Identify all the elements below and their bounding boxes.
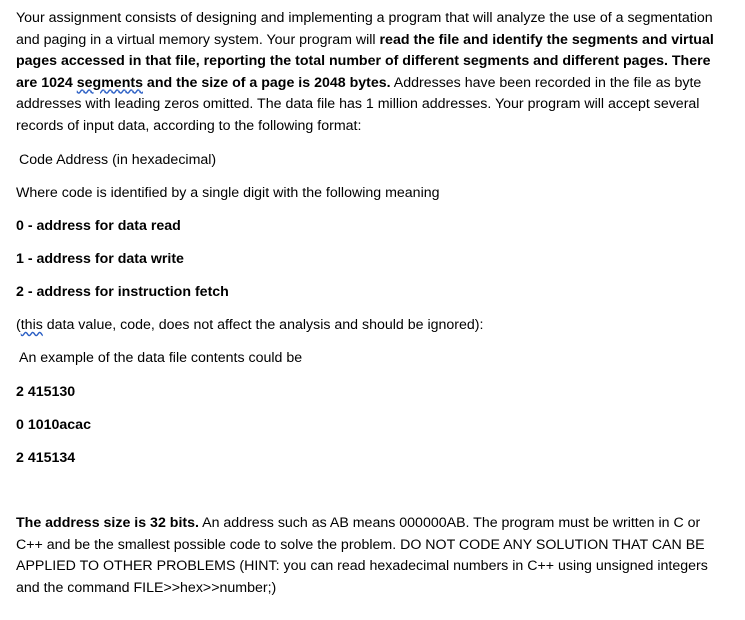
example-line-3: 2 415134 [16,450,76,466]
note-rest: data value, code, does not affect the analysis and should be ignored): [42,317,484,333]
code-0-line: 0 - address for data read [16,218,181,234]
final-paragraph [16,513,728,599]
note-this-word: this [20,317,43,333]
example-line-2: 0 1010acac [16,417,91,433]
note-line [16,315,483,337]
intro-text-2: Addresses have been recorded in the file as byte addresses with leading zeros omitted. The data file has 1 million addresses. Your program will accept several records of input data, according to the following format: [16,74,702,134]
format-line: Code Address (in hexadecimal) [19,152,217,168]
intro-bold-text-2: and the size of a page is 2048 bytes. [142,74,391,91]
final-text: An address such as AB means 000000AB. The program must be written in C or C++ and be the smallest possible code to solve the problem. DO NOT CODE ANY SOLUTION THAT CAN BE APPLIED TO OTHER PROBLEMS (HINT: you can read hexadecimal numbers in C++ using unsigned integers and the command FILE>>hex>>number;) [16,515,708,596]
intro-bold-segments-word: segments [76,74,143,91]
document-body [16,8,728,596]
example-intro-line: An example of the data file contents could be [19,350,303,366]
intro-paragraph [16,8,728,138]
final-bold-text: The address size is 32 bits. [16,515,199,531]
intro-bold-text-1: read the file and identify the segments and virtual pages accessed in that file, reporting the total number of different segments and different pages. There are 1024 [16,31,714,91]
code-1-line: 1 - address for data write [16,251,184,267]
example-line-1: 2 415130 [16,384,76,400]
note-open-paren: ( [16,317,21,333]
intro-text-1: Your assignment consists of designing and implementing a program that will analyze the use of a segmentation and paging in a virtual memory system. Your program will [16,10,713,48]
code-2-line: 2 - address for instruction fetch [16,284,229,300]
where-line: Where code is identified by a single digit with the following meaning [16,185,440,201]
